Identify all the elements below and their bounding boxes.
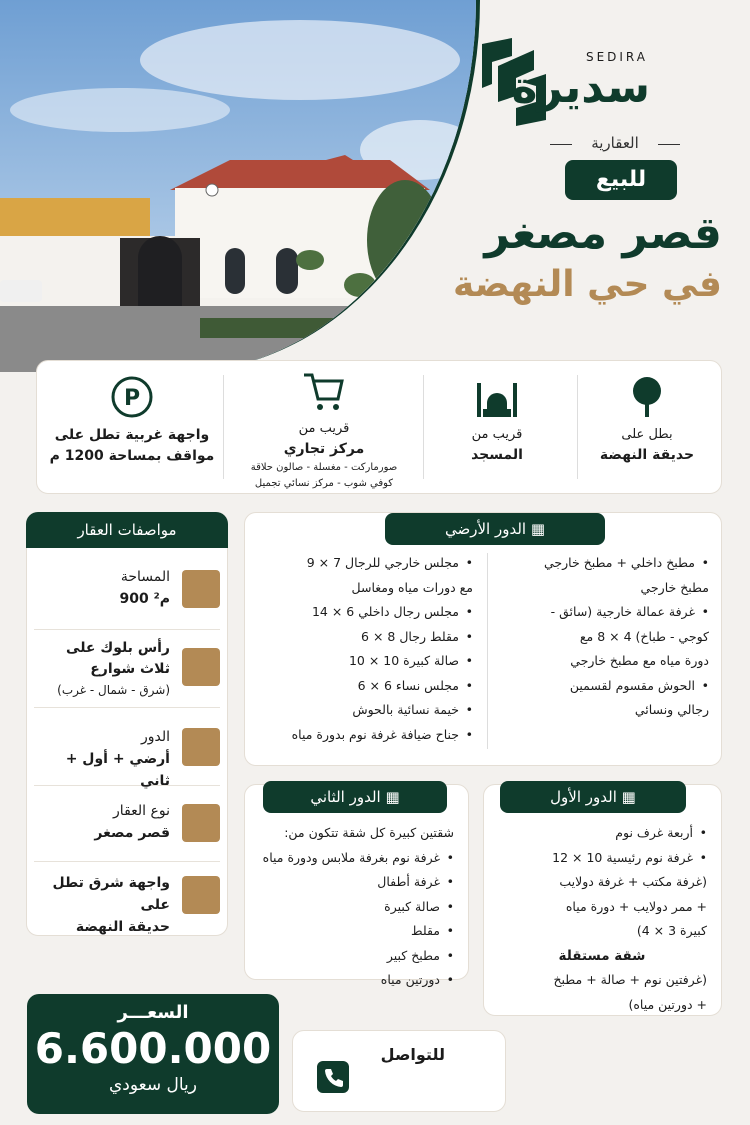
mosque-icon	[473, 375, 521, 419]
second-floor-panel	[244, 784, 469, 987]
price-box	[27, 994, 279, 1114]
building-icon	[182, 728, 220, 766]
feature-parking: P واجهة غربية تطل على مواقف بمساحة 1200 م	[47, 375, 217, 467]
house-icon	[182, 804, 220, 842]
feature-mall: قريب من مركز تجاري صورماركت - مغسلة - صالون حلاقة كوفي شوب - مركز نسائي تجميل	[227, 369, 421, 492]
first-floor-list: • أربعة غرف نوم • غرفة نوم رئيسية 10 × 12 (غرفة مكتب + غرفة دولايب + ممر دولايب + دورة مياه كبيرة 3 × 4) شقة مستقلة (غرفتين نوم + صالة + مطبخ + دورتين مياه)	[497, 821, 707, 1017]
first-floor-panel	[483, 784, 722, 1016]
spec-streets: رأس بلوك على ثلاث شوارع (شرق - شمال - غرب)	[34, 630, 220, 708]
brand-name-en: SEDIRA	[585, 50, 648, 64]
phone-icon[interactable]	[317, 1061, 349, 1093]
second-floor-list: شقتين كبيرة كل شقة تتكون من: • غرفة نوم بغرفة ملابس ودورة مياه • غرفة أطفال • صالة كبيرة • مقلط • مطبخ كبير • دورتين مياه	[254, 821, 454, 993]
specs-title: مواصفات العقار	[26, 512, 228, 548]
price-currency: ريال سعودي	[109, 1075, 197, 1095]
brand-logo	[460, 30, 710, 152]
contact-label: للتواصل	[380, 1045, 445, 1064]
ground-floor-list-left: • مجلس خارجي للرجال 7 × 9 مع دورات مياه ومغاسل • مجلس رجال داخلي 6 × 14 • مقلط رجال 8 × 6 • صالة كبيرة 10 × 10 • مجلس نساء 6 × 6 • خيمة نسائية بالحوش • جناح ضيافة غرفة نوم بدورة مياه	[259, 551, 473, 747]
feature-garden: بطل على حديقة النهضة	[577, 375, 717, 466]
features-panel	[36, 360, 722, 494]
for-sale-badge: للبيع	[565, 160, 677, 200]
hero-photo	[0, 0, 480, 372]
trees-icon	[182, 876, 220, 914]
area-icon	[182, 570, 220, 608]
ground-floor-panel	[244, 512, 722, 766]
spec-area: المساحة 900 م²	[34, 554, 220, 630]
first-floor-title: الدور الأول ▦	[500, 781, 686, 813]
second-floor-title: الدور الثاني ▦	[263, 781, 447, 813]
price-value: 6.600.000	[34, 1024, 272, 1073]
price-label: السعـــر	[117, 1002, 189, 1023]
feature-mosque: قريب من المسجد	[427, 375, 567, 466]
contact-box[interactable]	[292, 1030, 506, 1112]
subheadline: في حي النهضة	[452, 264, 722, 305]
brand-tagline: العقارية	[550, 134, 680, 152]
ground-floor-title: الدور الأرضي ▦	[385, 513, 605, 545]
tree-icon	[627, 375, 667, 419]
spec-type: نوع العقار قصر مصغر	[34, 786, 220, 862]
cart-icon	[302, 369, 346, 413]
road-icon	[182, 648, 220, 686]
parking-icon	[110, 375, 154, 419]
ground-floor-list-right: • مطبخ داخلي + مطبخ خارجي مطبخ خارجي • غرفة عمالة خارجية (سائق - كوجي - طباخ) 4 × 8 مع دورة مياه مع مطبخ خارجي • الحوش مقسوم لقسمين رجالي ونسائي	[487, 551, 709, 723]
spec-floors: الدور أرضي + أول + ثاني	[34, 708, 220, 786]
brand-name-ar: سديرة	[511, 62, 650, 113]
svg-text:P: P	[123, 386, 141, 411]
headline: قصر مصغر	[484, 208, 722, 259]
spec-frontage: واجهة شرق تطل على حديقة النهضة	[34, 862, 220, 934]
